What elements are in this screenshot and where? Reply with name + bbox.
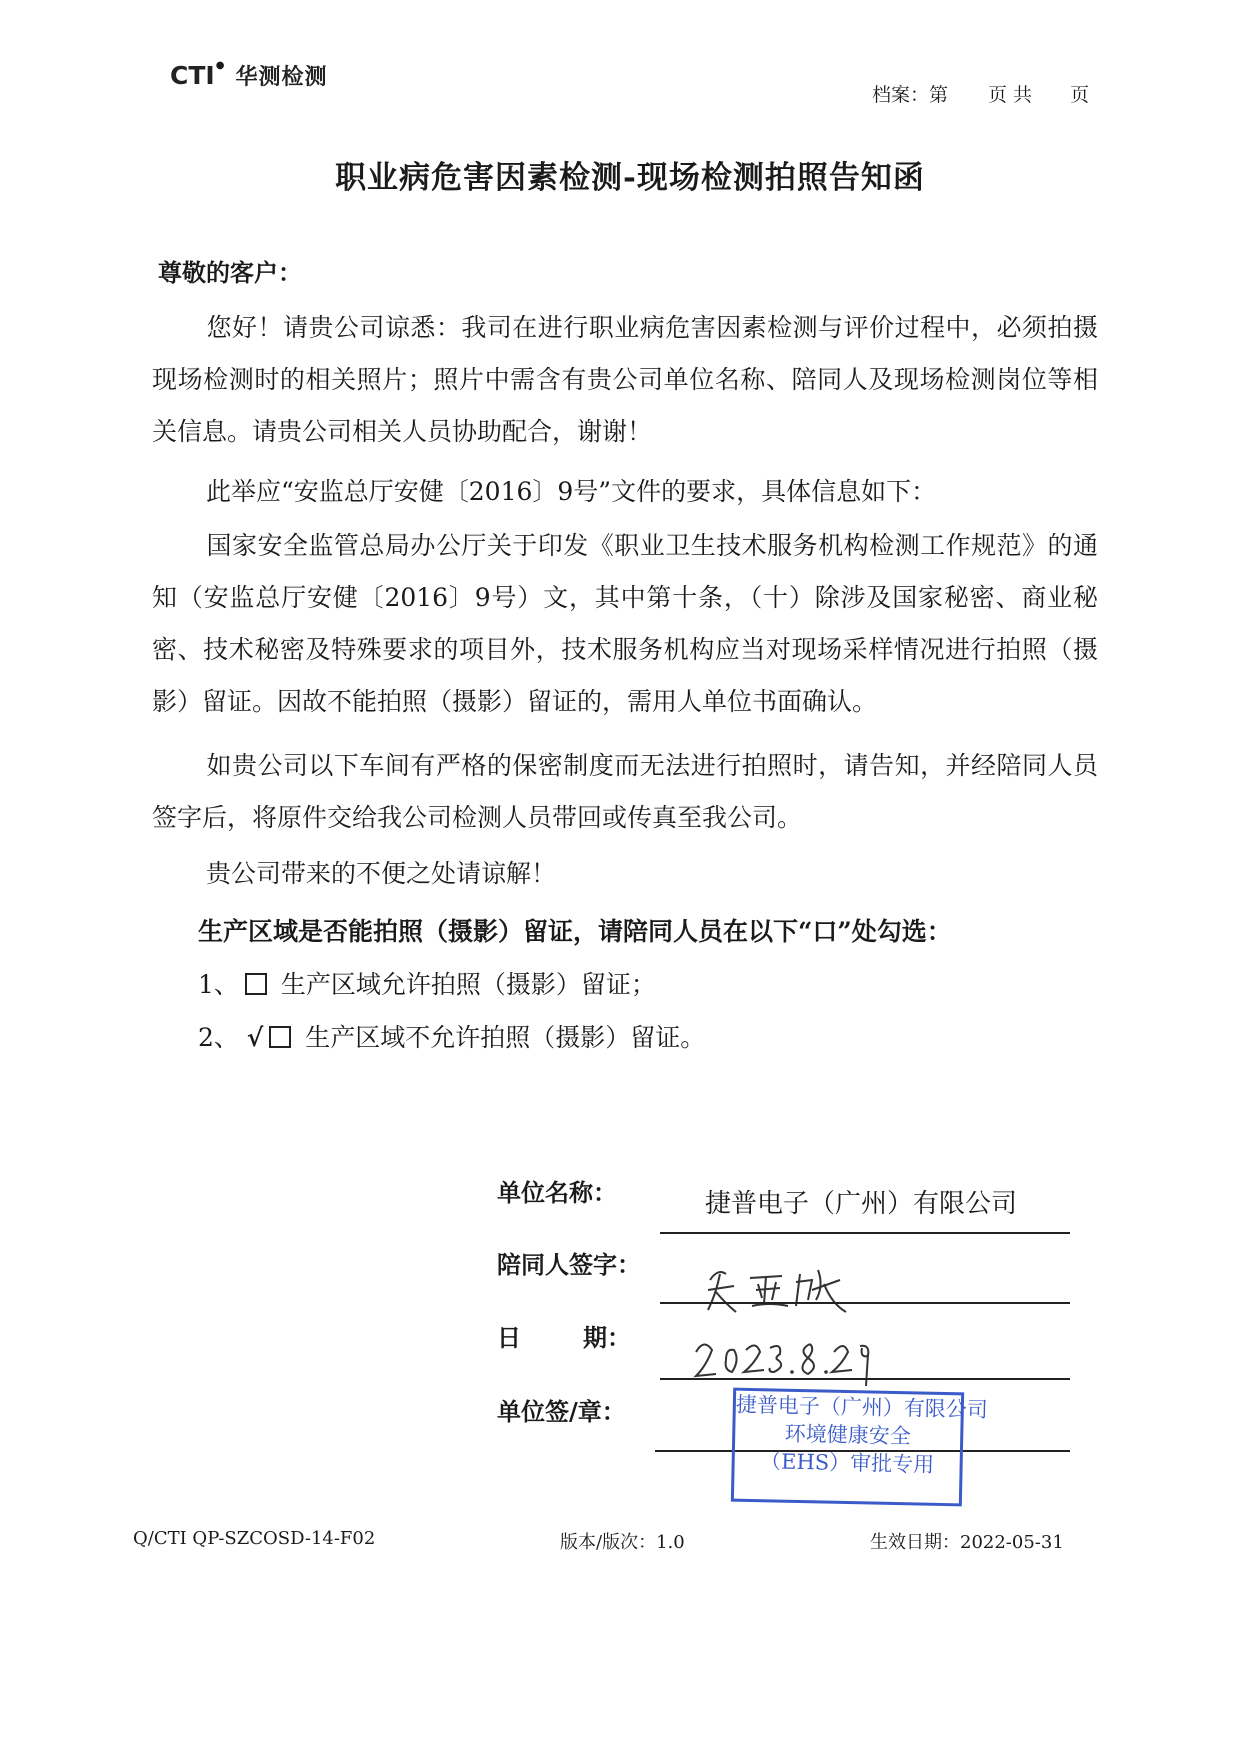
salutation: 尊敬的客户：	[158, 258, 302, 287]
paragraph-apology-text: 贵公司带来的不便之处请谅解！	[206, 859, 557, 888]
stamp-line-3: （EHS）审批专用	[759, 1449, 935, 1477]
archive-page-end: 页	[1070, 84, 1090, 106]
footer-doc-code: Q/CTI QP-SZCOSD-14-F02	[133, 1528, 376, 1549]
check-mark-icon: √	[246, 1023, 264, 1052]
stamp-line-2: 环境健康安全	[784, 1421, 911, 1449]
checkbox-deny[interactable]	[269, 1026, 291, 1048]
companion-signature-line	[660, 1302, 1070, 1304]
document-title: 职业病危害因素检测-现场检测拍照告知函	[335, 160, 925, 196]
date-label	[497, 1318, 631, 1353]
paragraph-intro-text: 您好！请贵公司谅悉：我司在进行职业病危害因素检测与评价过程中，必须拍摄现场检测时的相关照片；照片中需含有贵公司单位名称、陪同人及现场检测岗位等相关信息。请贵公司相关人员协助配合，谢谢！	[152, 313, 1098, 446]
company-name-label: 单位名称：	[497, 1178, 617, 1207]
company-name-value: 捷普电子（广州）有限公司	[705, 1189, 1018, 1219]
handwritten-date-image	[690, 1330, 880, 1390]
option-deny	[198, 1018, 705, 1054]
paragraph-intro	[152, 302, 1098, 458]
date-line	[660, 1378, 1070, 1380]
date-label-part1: 日	[497, 1323, 521, 1352]
option-allow	[198, 965, 656, 1001]
paragraph-basis	[152, 466, 1098, 518]
stamp-line-1: 捷普电子（广州）有限公司	[735, 1392, 989, 1422]
option-allow-number: 1、	[198, 970, 239, 999]
logo-dot-icon: ●	[215, 60, 225, 71]
paragraph-apology	[152, 848, 1098, 900]
paragraph-regulation-text: 国家安全监管总局办公厅关于印发《职业卫生技术服务机构检测工作规范》的通知（安监总厅安健〔2016〕9号）文，其中第十条，（十）除涉及国家秘密、商业秘密、技术秘密及特殊要求的项目外，技术服务机构应当对现场采样情况进行拍照（摄影）留证。因故不能拍照（摄影）留证的，需用人单位书面确认。	[152, 531, 1098, 716]
companion-signature-label: 陪同人签字：	[497, 1250, 641, 1279]
checkbox-allow[interactable]	[245, 973, 267, 995]
handwritten-signature-image	[700, 1260, 860, 1320]
archive-page-total: 页 共	[988, 84, 1033, 106]
company-logo	[170, 60, 327, 91]
company-name-line	[660, 1232, 1070, 1234]
paragraph-request	[152, 740, 1098, 844]
paragraph-request-text: 如贵公司以下车间有严格的保密制度而无法进行拍照时，请告知，并经陪同人员签字后，将原件交给我公司检测人员带回或传真至我公司。	[152, 751, 1098, 832]
archive-page-info	[872, 80, 1089, 107]
archive-label: 档案：第	[872, 84, 949, 106]
option-allow-text: 生产区域允许拍照（摄影）留证；	[280, 970, 656, 999]
footer-effective-date: 生效日期：2022-05-31	[870, 1532, 1064, 1553]
checkbox-instruction: 生产区域是否能拍照（摄影）留证，请陪同人员在以下“口”处勾选：	[198, 917, 952, 946]
logo-brand: CTI	[170, 61, 215, 90]
paragraph-regulation	[152, 520, 1098, 728]
date-value	[690, 1330, 880, 1394]
companion-signature	[700, 1260, 860, 1324]
footer-version: 版本/版次：1.0	[560, 1532, 685, 1553]
paragraph-basis-text: 此举应“安监总厅安健〔2016〕9号”文件的要求，具体信息如下：	[206, 477, 937, 506]
logo-chinese-name: 华测检测	[235, 65, 328, 90]
date-label-part2: 期：	[583, 1323, 631, 1352]
company-stamp	[731, 1388, 989, 1507]
option-deny-text: 生产区域不允许拍照（摄影）留证。	[305, 1023, 706, 1052]
option-deny-number: 2、	[198, 1023, 239, 1052]
seal-label: 单位签/章：	[497, 1397, 626, 1426]
